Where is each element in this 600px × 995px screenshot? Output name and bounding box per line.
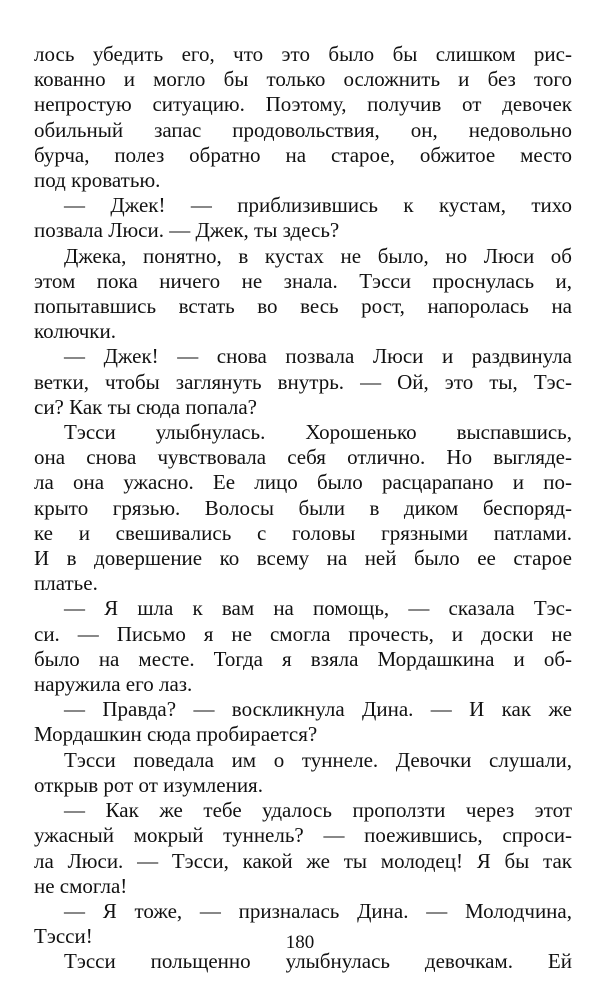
text-line: Тэсси поведала им о туннеле. Девочки слушали, bbox=[64, 747, 572, 772]
text-line: колючки. bbox=[34, 319, 116, 344]
text-line: — Я шла к вам на помощь, — сказала Тэс- bbox=[64, 596, 572, 621]
text-line: бурча, полез обратно на старое, обжитое место bbox=[34, 142, 572, 167]
text-line: Тэсси! bbox=[34, 924, 93, 949]
text-line: си. — Письмо я не смогла прочесть, и доски не bbox=[34, 621, 572, 646]
text-line: кованно и могло бы только осложнить и без того bbox=[34, 67, 572, 92]
text-line: открыв рот от изумления. bbox=[34, 772, 263, 797]
text-line: ла Люси. — Тэсси, какой же ты молодец! Я бы так bbox=[34, 848, 572, 873]
text-line: не смогла! bbox=[34, 873, 128, 898]
text-line: И в довершение ко всему на ней было ее старое bbox=[34, 546, 572, 571]
text-line: ветки, чтобы заглянуть внутрь. — Ой, это ты, Тэс- bbox=[34, 369, 572, 394]
text-line: попытавшись встать во весь рост, напоролась на bbox=[34, 294, 572, 319]
text-line: было на месте. Тогда я взяла Мордашкина и об- bbox=[34, 646, 572, 671]
text-line: позвала Люси. — Джек, ты здесь? bbox=[34, 218, 340, 243]
text-line: ла она ужасно. Ее лицо было расцарапано и по- bbox=[34, 470, 572, 495]
text-line: ужасный мокрый туннель? — поежившись, спроси- bbox=[34, 823, 572, 848]
text-line: — Правда? — воскликнула Дина. — И как же bbox=[64, 697, 572, 722]
text-line: непростую ситуацию. Поэтому, получив от девочек bbox=[34, 92, 572, 117]
page-number: 180 bbox=[285, 932, 315, 953]
text-line: под кроватью. bbox=[34, 168, 161, 193]
text-line: Мордашкин сюда пробирается? bbox=[34, 722, 318, 747]
text-line: — Как же тебе удалось проползти через этот bbox=[64, 798, 572, 823]
text-line: Тэсси польщенно улыбнулась девочкам. Ей bbox=[64, 949, 572, 974]
text-line: Тэсси улыбнулась. Хорошенько выспавшись, bbox=[64, 420, 572, 445]
text-line: — Я тоже, — призналась Дина. — Молодчина, bbox=[64, 898, 572, 923]
book-page-text bbox=[34, 42, 572, 975]
text-line: она снова чувствовала себя отлично. Но выгляде- bbox=[34, 445, 572, 470]
text-line: лось убедить его, что это было бы слишком рис- bbox=[34, 42, 572, 66]
text-line: крыто грязью. Волосы были в диком беспоряд- bbox=[34, 495, 572, 520]
text-line: ке и свешивались с головы грязными патлами. bbox=[34, 520, 572, 545]
text-line: этом пока ничего не знала. Тэсси проснулась и, bbox=[34, 268, 572, 293]
text-line: — Джек! — приблизившись к кустам, тихо bbox=[64, 193, 572, 218]
text-line: обильный запас продовольствия, он, недовольно bbox=[34, 117, 572, 142]
text-line: наружила его лаз. bbox=[34, 672, 193, 697]
text-line: — Джек! — снова позвала Люси и раздвинула bbox=[64, 344, 572, 369]
text-line: Джека, понятно, в кустах не было, но Люси об bbox=[64, 243, 572, 268]
text-line: платье. bbox=[34, 571, 98, 596]
text-line: си? Как ты сюда попала? bbox=[34, 394, 257, 419]
